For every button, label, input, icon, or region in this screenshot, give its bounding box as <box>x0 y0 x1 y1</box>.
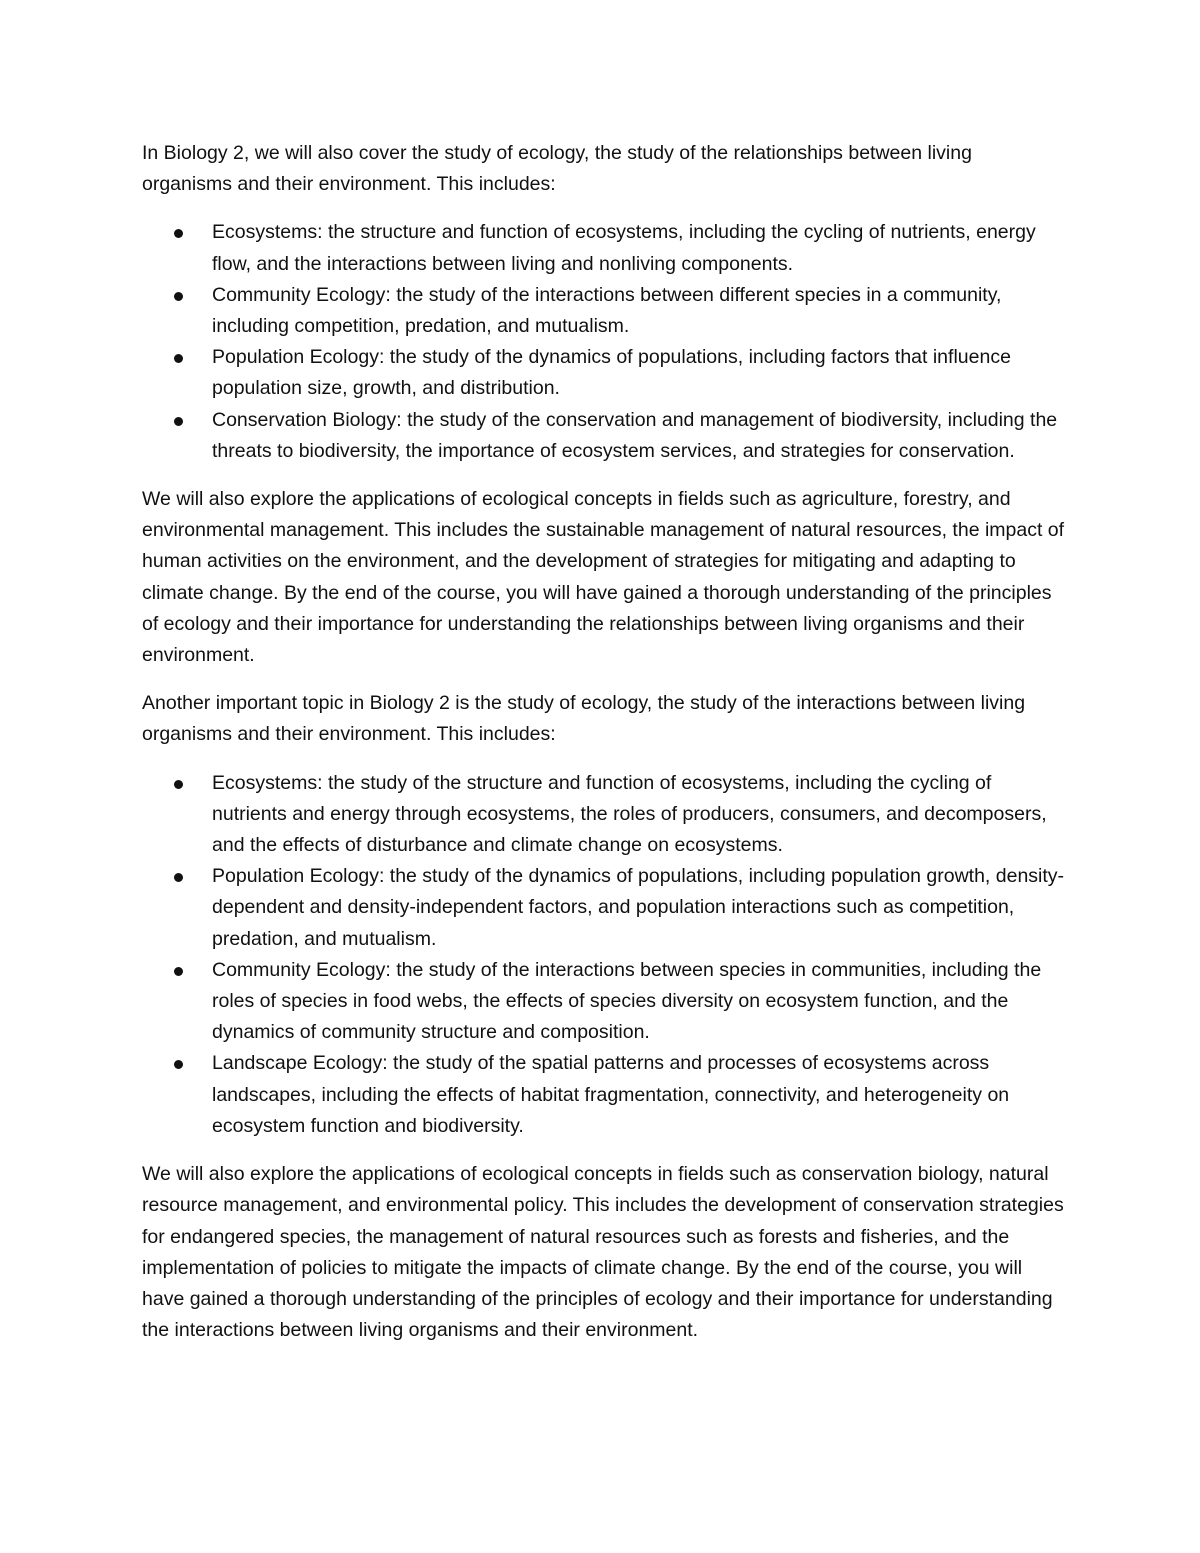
bullet-icon <box>174 873 183 882</box>
list-item-text: Conservation Biology: the study of the conservation and management of biodiversity, including the threats to biodiversity, the importance of ecosystem services, and strategies for conservation. <box>212 408 1058 462</box>
list-item-text: Landscape Ecology: the study of the spatial patterns and processes of ecosystems across landscapes, including the effects of habitat fragmentation, connectivity, and heterogeneity on ecosystem function and biodiversity. <box>212 1052 1010 1137</box>
bullet-icon <box>174 354 183 363</box>
list-item-text: Ecosystems: the study of the structure and function of ecosystems, including the cycling of nutrients and energy through ecosystems, the roles of producers, consumers, and decomposers, and the effects of disturbance and climate change on ecosystems. <box>212 771 1047 857</box>
bullet-icon <box>174 780 183 789</box>
list-item <box>212 217 1067 279</box>
list-item <box>212 861 1067 955</box>
bullet-icon <box>174 417 183 426</box>
list-item <box>212 405 1067 467</box>
list-item-text: Community Ecology: the study of the interactions between species in communities, including the roles of species in food webs, the effects of species diversity on ecosystem function, and the dynamics of community structure and composition. <box>212 958 1042 1044</box>
list-item <box>212 342 1067 404</box>
list-item <box>212 1048 1067 1142</box>
bullet-icon <box>174 229 183 238</box>
list-item-text: Ecosystems: the structure and function of ecosystems, including the cycling of nutrients, energy flow, and the interactions between living and nonliving components. <box>212 221 1036 275</box>
section1-intro-paragraph: In Biology 2, we will also cover the study of ecology, the study of the relationships between living organisms and their environment. This includes: <box>142 142 972 196</box>
section2-intro-paragraph: Another important topic in Biology 2 is the study of ecology, the study of the interactions between living organisms and their environment. This includes: <box>142 692 1026 746</box>
list-item-text: Population Ecology: the study of the dynamics of populations, including population growth, density-dependent and density-independent factors, and population interactions such as competition, predation, and mutualism. <box>212 865 1065 950</box>
bullet-icon <box>174 1060 183 1069</box>
bullet-icon <box>174 967 183 976</box>
list-item-text: Community Ecology: the study of the interactions between different species in a community, including competition, predation, and mutualism. <box>212 283 1002 338</box>
list-item <box>212 768 1067 862</box>
list-item <box>212 955 1067 1049</box>
section1-closing-paragraph: We will also explore the applications of ecological concepts in fields such as agriculture, forestry, and environmental management. This includes the sustainable management of natural resources, the impact of human activities on the environment, and the development of strategies for mitigating and adapting to climate change. By the end of the course, you will have gained a thorough understanding of the principles of ecology and their importance for understanding the relationships between living organisms and their environment. <box>142 488 1065 667</box>
bullet-icon <box>174 292 183 301</box>
list-item <box>212 280 1067 342</box>
list-item-text: Population Ecology: the study of the dynamics of populations, including factors that influence population size, growth, and distribution. <box>212 346 1011 400</box>
document-page <box>142 138 1067 1363</box>
section2-closing-paragraph: We will also explore the applications of ecological concepts in fields such as conservation biology, natural resource management, and environmental policy. This includes the development of conservation strategies for endangered species, the management of natural resources such as forests and fisheries, and the implementation of policies to mitigate the impacts of climate change. By the end of the course, you will have gained a thorough understanding of the principles of ecology and their importance for understanding the interactions between living organisms and their environment. <box>142 1163 1064 1342</box>
section2-bullet-list <box>142 768 1067 1142</box>
section1-bullet-list <box>142 217 1067 467</box>
